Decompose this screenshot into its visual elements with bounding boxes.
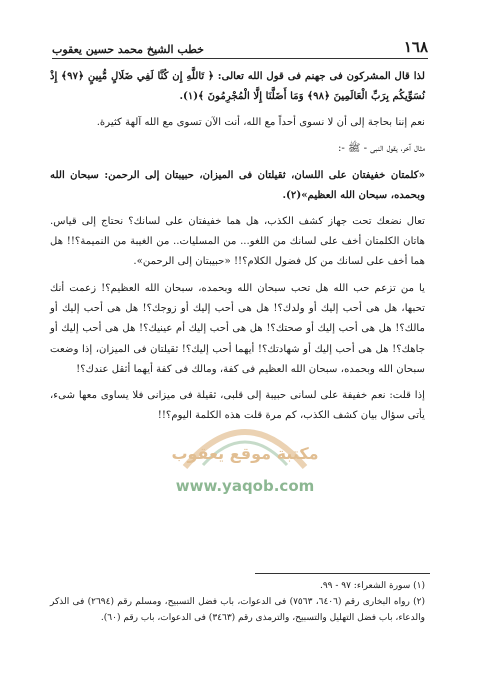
watermark-url: www.yaqob.com [175,477,315,495]
book-title: خطب الشيخ محمد حسين يعقوب [52,43,204,56]
paragraph-lie-detector: تعال نضعك تحت جهاز كشف الكذب، هل هما خفيفتان على لسانك؟ نحتاج إلى قياس. هاتان الكلمتان أخف على لسانك من اللغو... من المسليات.. من الغيبة من النميمة؟!! هل هما أخف على لسانك من كل فضول الكلام؟!! «حبيبتان إلى الرحمن». [50,215,425,268]
paragraph-hadith: «كلمتان خفيفتان على اللسان، ثقيلتان فى الميزان، حبيبتان إلى الرحمن: سبحان الله وبحمده، سبحان الله العظيم»(٢). [50,169,425,202]
body-text [50,66,425,427]
watermark-arabic: مكتبة موقع يعقوب [171,444,319,463]
footnotes [50,578,425,626]
paragraph-if-you-say: إذا قلت: نعم خفيفة على لسانى حبيبة إلى قلبى، ثقيلة فى ميزانى فلا يساوى معها شىء، يأتى سؤال بيان كشف الكذب، كم مرة قلت هذه الكلمة اليوم؟!! [50,390,425,422]
page-number: ١٦٨ [403,38,428,56]
footnote-2: (٢) رواه البخارى رقم (٦٤٠٦، ٧٥٦٣) فى الدعوات، باب فضل التسبيح، ومسلم رقم (٢٦٩٤) فى الذكر والدعاء، باب فضل التهليل والتسبيح، والترمذى رقم (٣٤٦٣) فى الدعوات، باب رقم (٦٠). [50,597,425,623]
paragraph-quran-verse: لذا قال المشركون فى جهنم فى قول الله تعالى: ﴿ تَاللَّهِ إِن كُنَّا لَفِي ضَلَالٍ مُّبِينٍ ﴿٩٧﴾ إِذْ نُسَوِّيكُم بِرَبِّ الْعَالَمِينَ ﴿٩٨﴾ وَمَا أَضَلَّنَا إِلَّا الْمُجْرِمُونَ ﴾(١). [50,70,426,103]
footnote-divider [255,573,430,574]
footnote-1: (١) سورة الشعراء: ٩٧ - ٩٩. [319,581,425,591]
paragraph-another-example: مثال آخر، يقول النبى - ﷺ -: [337,142,425,154]
page-header [52,30,428,59]
paragraph-no-equals: نعم إننا بحاجة إلى أن لا نسوى أحداً مع الله، أنت الآن تسوى مع الله آلهة كثيرة. [96,116,425,128]
paragraph-love-of-allah: يا من تزعم حب الله هل تحب سبحان الله وبحمده، سبحان الله العظيم؟! زعمت أنك تحبها، هل هى أحب إليك أو ولدك؟! هل هى أحب إليك أو زوجك؟! هل هى أحب إليك أو مالك؟! هل هى أحب إليك أو صحتك؟! هل هى أحب إليك أم عينيك؟! هل هى أحب إليك أو جاهك؟! هل هى أحب إليك أو شهادتك؟! أيهما أحب إليك؟! ثقيلتان فى الميزان، إذا وضعت سبحان الله وبحمده، سبحان الله العظيم فى كفة، ومالك فى كفة أيهما أثقل عندك؟! [50,282,425,375]
